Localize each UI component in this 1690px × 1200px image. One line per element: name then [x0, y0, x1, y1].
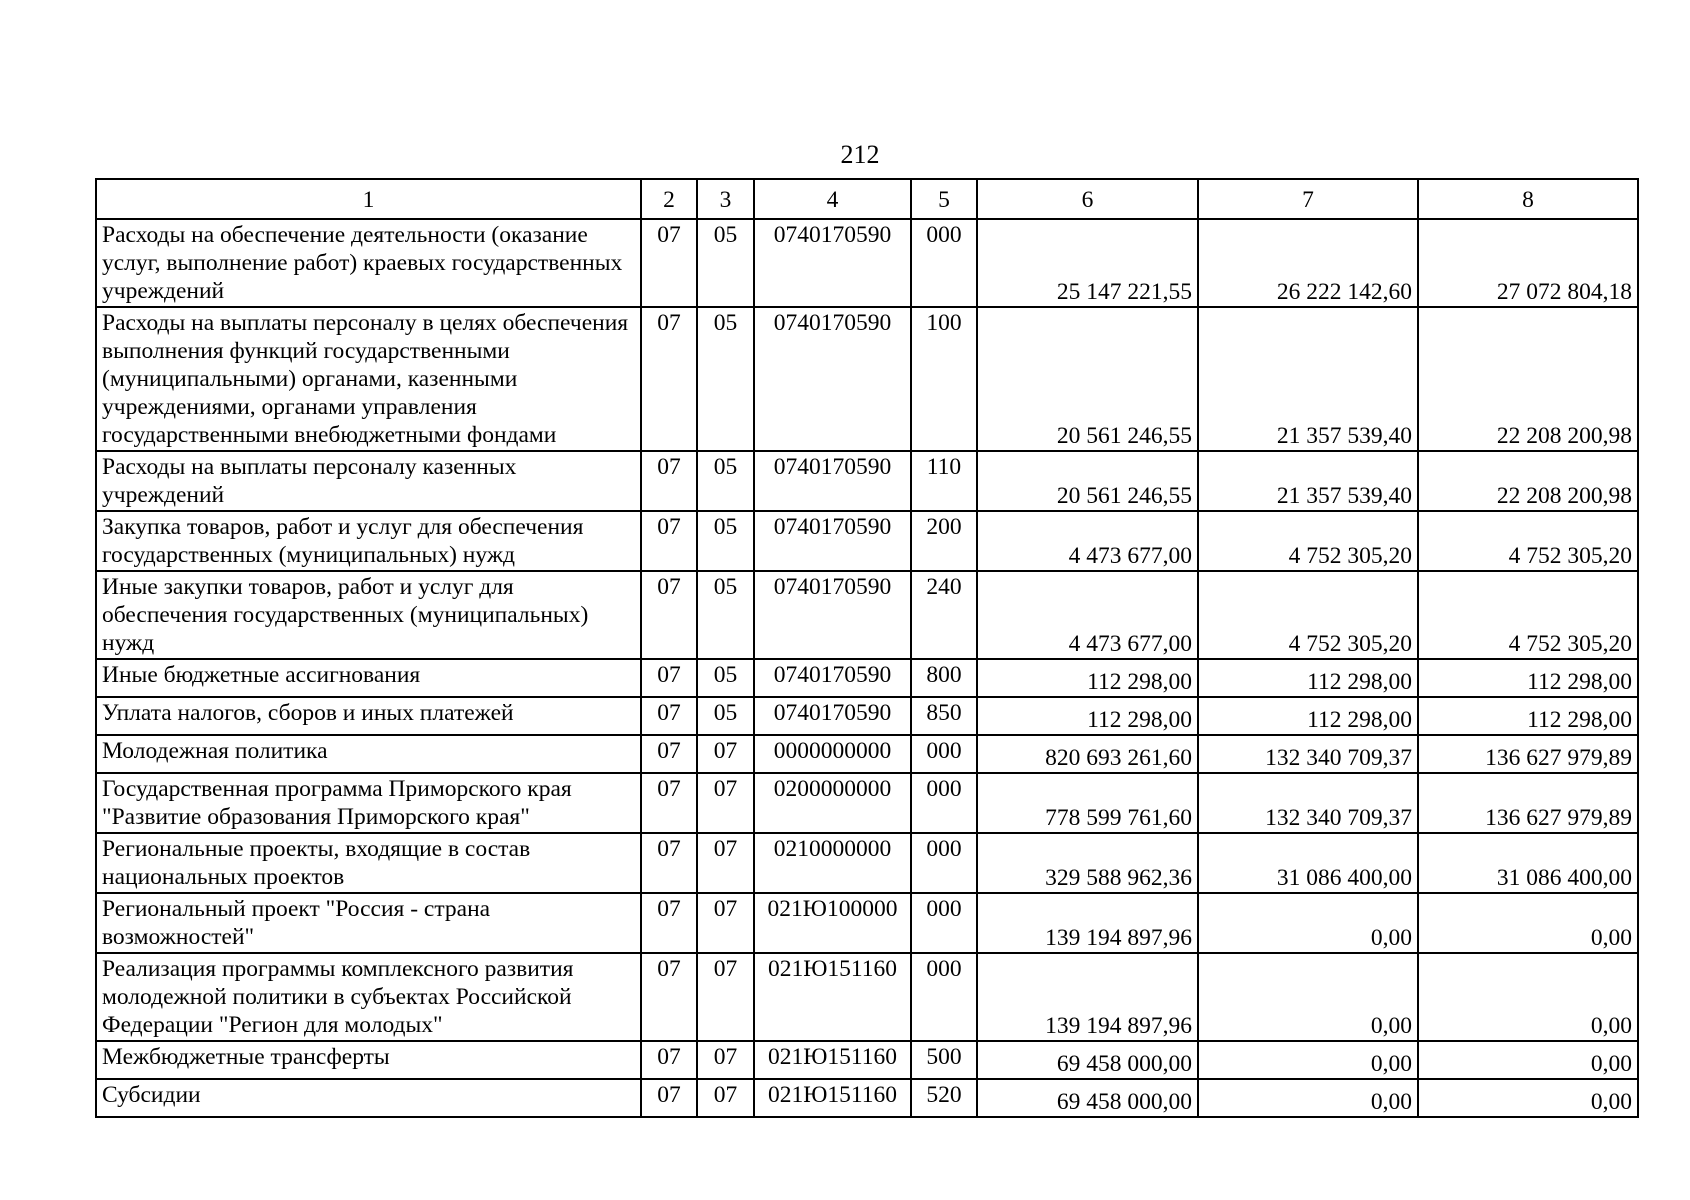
- target-article-code: 021Ю151160: [754, 953, 911, 1041]
- amount-col7: 26 222 142,60: [1198, 219, 1418, 307]
- target-article-code: 021Ю100000: [754, 893, 911, 953]
- amount-col7: 0,00: [1198, 893, 1418, 953]
- amount-col8: 0,00: [1418, 893, 1638, 953]
- expense-type-code: 000: [911, 219, 977, 307]
- amount-col7: 31 086 400,00: [1198, 833, 1418, 893]
- amount-col6: 4 473 677,00: [977, 571, 1198, 659]
- budget-table: [95, 178, 1639, 1118]
- amount-col7: 112 298,00: [1198, 659, 1418, 697]
- table-header: [96, 179, 1638, 219]
- target-article-code: 0210000000: [754, 833, 911, 893]
- target-article-code: 0740170590: [754, 571, 911, 659]
- expense-type-code: 000: [911, 735, 977, 773]
- section-code: 07: [641, 735, 697, 773]
- amount-col6: 820 693 261,60: [977, 735, 1198, 773]
- amount-col7: 132 340 709,37: [1198, 735, 1418, 773]
- row-description: Расходы на выплаты персоналу в целях обеспечения выполнения функций государственными (муниципальными) органами, казенными учреждениями, органами управления государственными внебюджетными фондами: [96, 307, 641, 451]
- expense-type-code: 000: [911, 773, 977, 833]
- section-code: 07: [641, 1079, 697, 1117]
- subsection-code: 05: [697, 511, 754, 571]
- header-row: [96, 179, 1638, 219]
- target-article-code: 021Ю151160: [754, 1079, 911, 1117]
- amount-col7: 21 357 539,40: [1198, 307, 1418, 451]
- column-header: 6: [977, 179, 1198, 219]
- row-description: Иные бюджетные ассигнования: [96, 659, 641, 697]
- expense-type-code: 850: [911, 697, 977, 735]
- subsection-code: 05: [697, 697, 754, 735]
- target-article-code: 0740170590: [754, 307, 911, 451]
- amount-col8: 22 208 200,98: [1418, 451, 1638, 511]
- subsection-code: 07: [697, 1079, 754, 1117]
- amount-col8: 112 298,00: [1418, 697, 1638, 735]
- subsection-code: 05: [697, 451, 754, 511]
- amount-col8: 136 627 979,89: [1418, 773, 1638, 833]
- amount-col7: 112 298,00: [1198, 697, 1418, 735]
- subsection-code: 05: [697, 571, 754, 659]
- target-article-code: 0740170590: [754, 451, 911, 511]
- amount-col8: 27 072 804,18: [1418, 219, 1638, 307]
- row-description: Закупка товаров, работ и услуг для обеспечения государственных (муниципальных) нужд: [96, 511, 641, 571]
- table-row: [96, 219, 1638, 307]
- section-code: 07: [641, 833, 697, 893]
- row-description: Государственная программа Приморского края "Развитие образования Приморского края": [96, 773, 641, 833]
- section-code: 07: [641, 659, 697, 697]
- amount-col6: 139 194 897,96: [977, 893, 1198, 953]
- expense-type-code: 200: [911, 511, 977, 571]
- subsection-code: 07: [697, 893, 754, 953]
- table-row: [96, 697, 1638, 735]
- table-row: [96, 953, 1638, 1041]
- subsection-code: 05: [697, 659, 754, 697]
- amount-col6: 20 561 246,55: [977, 307, 1198, 451]
- row-description: Расходы на обеспечение деятельности (оказание услуг, выполнение работ) краевых государственных учреждений: [96, 219, 641, 307]
- expense-type-code: 100: [911, 307, 977, 451]
- amount-col6: 20 561 246,55: [977, 451, 1198, 511]
- table-row: [96, 833, 1638, 893]
- amount-col8: 22 208 200,98: [1418, 307, 1638, 451]
- target-article-code: 0740170590: [754, 659, 911, 697]
- expense-type-code: 520: [911, 1079, 977, 1117]
- section-code: 07: [641, 451, 697, 511]
- amount-col7: 132 340 709,37: [1198, 773, 1418, 833]
- column-header: 4: [754, 179, 911, 219]
- subsection-code: 05: [697, 307, 754, 451]
- expense-type-code: 000: [911, 893, 977, 953]
- amount-col8: 136 627 979,89: [1418, 735, 1638, 773]
- section-code: 07: [641, 1041, 697, 1079]
- subsection-code: 05: [697, 219, 754, 307]
- amount-col6: 112 298,00: [977, 697, 1198, 735]
- table-body: [96, 219, 1638, 1117]
- amount-col6: 4 473 677,00: [977, 511, 1198, 571]
- amount-col8: 0,00: [1418, 1079, 1638, 1117]
- amount-col6: 139 194 897,96: [977, 953, 1198, 1041]
- table-row: [96, 307, 1638, 451]
- section-code: 07: [641, 953, 697, 1041]
- subsection-code: 07: [697, 833, 754, 893]
- column-header: 1: [96, 179, 641, 219]
- subsection-code: 07: [697, 735, 754, 773]
- table-row: [96, 773, 1638, 833]
- row-description: Региональные проекты, входящие в состав национальных проектов: [96, 833, 641, 893]
- amount-col7: 0,00: [1198, 1079, 1418, 1117]
- section-code: 07: [641, 893, 697, 953]
- amount-col6: 25 147 221,55: [977, 219, 1198, 307]
- column-header: 5: [911, 179, 977, 219]
- amount-col8: 0,00: [1418, 1041, 1638, 1079]
- section-code: 07: [641, 219, 697, 307]
- expense-type-code: 500: [911, 1041, 977, 1079]
- row-description: Региональный проект "Россия - страна возможностей": [96, 893, 641, 953]
- expense-type-code: 110: [911, 451, 977, 511]
- table-row: [96, 1079, 1638, 1117]
- amount-col8: 112 298,00: [1418, 659, 1638, 697]
- table-row: [96, 659, 1638, 697]
- amount-col8: 4 752 305,20: [1418, 571, 1638, 659]
- column-header: 3: [697, 179, 754, 219]
- table-row: [96, 893, 1638, 953]
- row-description: Уплата налогов, сборов и иных платежей: [96, 697, 641, 735]
- target-article-code: 0740170590: [754, 511, 911, 571]
- section-code: 07: [641, 697, 697, 735]
- subsection-code: 07: [697, 1041, 754, 1079]
- section-code: 07: [641, 307, 697, 451]
- section-code: 07: [641, 511, 697, 571]
- section-code: 07: [641, 571, 697, 659]
- expense-type-code: 240: [911, 571, 977, 659]
- amount-col6: 778 599 761,60: [977, 773, 1198, 833]
- amount-col6: 329 588 962,36: [977, 833, 1198, 893]
- amount-col7: 0,00: [1198, 1041, 1418, 1079]
- target-article-code: 0740170590: [754, 219, 911, 307]
- expense-type-code: 800: [911, 659, 977, 697]
- amount-col7: 0,00: [1198, 953, 1418, 1041]
- target-article-code: 0740170590: [754, 697, 911, 735]
- subsection-code: 07: [697, 953, 754, 1041]
- page-number: 212: [840, 140, 880, 169]
- column-header: 8: [1418, 179, 1638, 219]
- expense-type-code: 000: [911, 953, 977, 1041]
- amount-col7: 21 357 539,40: [1198, 451, 1418, 511]
- row-description: Субсидии: [96, 1079, 641, 1117]
- expense-type-code: 000: [911, 833, 977, 893]
- amount-col6: 69 458 000,00: [977, 1041, 1198, 1079]
- row-description: Расходы на выплаты персоналу казенных учреждений: [96, 451, 641, 511]
- amount-col7: 4 752 305,20: [1198, 511, 1418, 571]
- subsection-code: 07: [697, 773, 754, 833]
- amount-col6: 69 458 000,00: [977, 1079, 1198, 1117]
- amount-col8: 31 086 400,00: [1418, 833, 1638, 893]
- table-row: [96, 571, 1638, 659]
- column-header: 2: [641, 179, 697, 219]
- target-article-code: 0200000000: [754, 773, 911, 833]
- column-header: 7: [1198, 179, 1418, 219]
- table-row: [96, 511, 1638, 571]
- row-description: Иные закупки товаров, работ и услуг для обеспечения государственных (муниципальных) нужд: [96, 571, 641, 659]
- row-description: Межбюджетные трансферты: [96, 1041, 641, 1079]
- table-row: [96, 735, 1638, 773]
- target-article-code: 0000000000: [754, 735, 911, 773]
- table-row: [96, 451, 1638, 511]
- amount-col6: 112 298,00: [977, 659, 1198, 697]
- target-article-code: 021Ю151160: [754, 1041, 911, 1079]
- amount-col8: 0,00: [1418, 953, 1638, 1041]
- row-description: Молодежная политика: [96, 735, 641, 773]
- section-code: 07: [641, 773, 697, 833]
- amount-col8: 4 752 305,20: [1418, 511, 1638, 571]
- table-row: [96, 1041, 1638, 1079]
- amount-col7: 4 752 305,20: [1198, 571, 1418, 659]
- row-description: Реализация программы комплексного развития молодежной политики в субъектах Российской Федерации "Регион для молодых": [96, 953, 641, 1041]
